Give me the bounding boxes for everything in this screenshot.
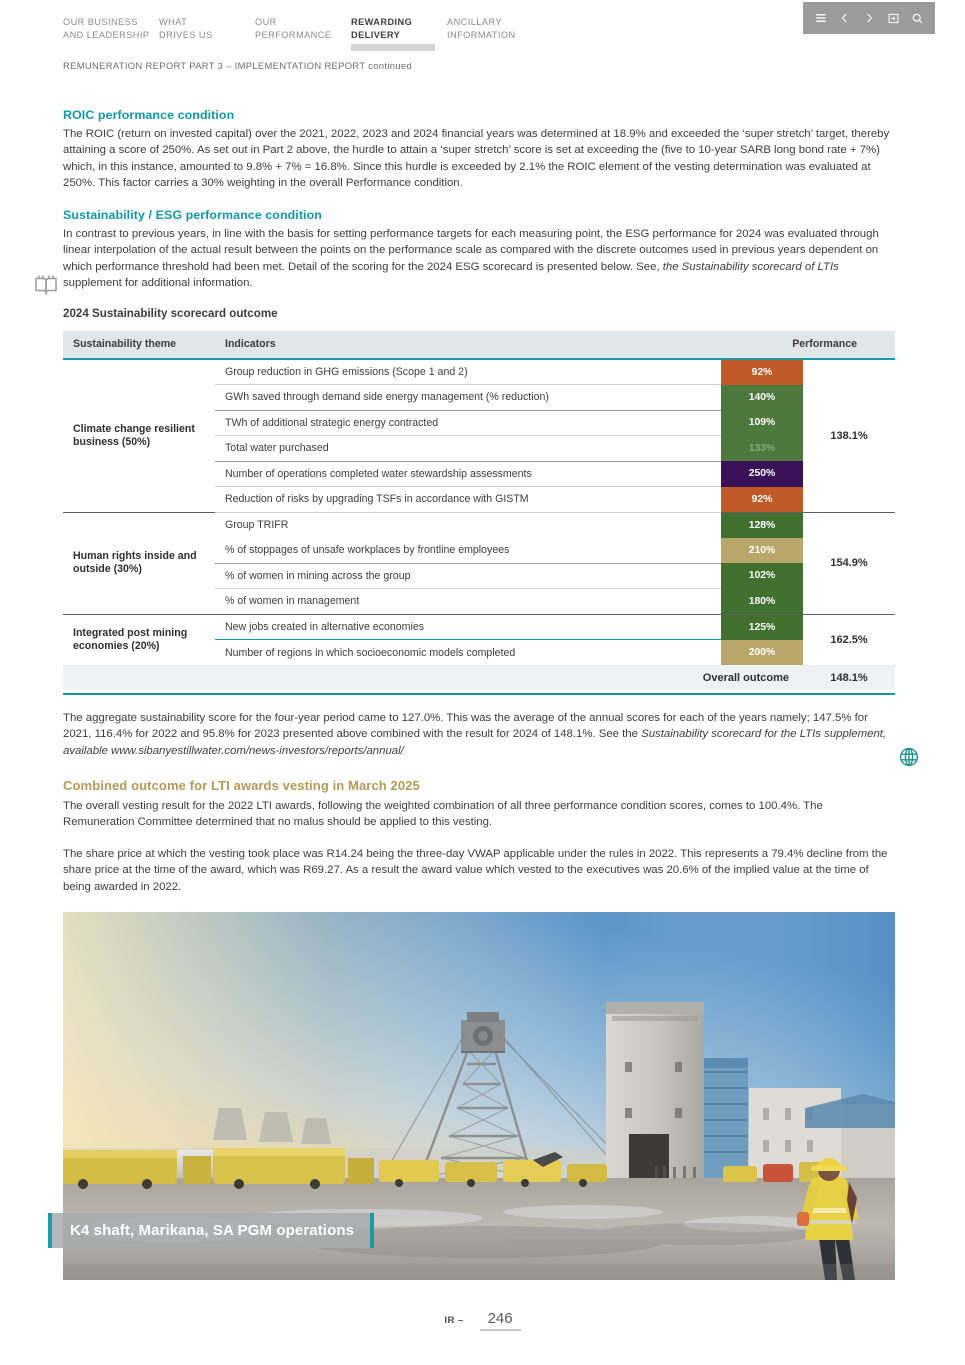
nav-label-line2: PERFORMANCE xyxy=(255,30,332,40)
col-header-performance: Performance xyxy=(721,331,895,359)
prev-arrow-icon[interactable] xyxy=(835,8,855,28)
roic-heading: ROIC performance condition xyxy=(63,108,235,122)
table-row xyxy=(63,359,895,385)
nav-item-our-business[interactable] xyxy=(63,16,159,51)
nav-item-rewarding-delivery[interactable] xyxy=(351,16,447,51)
nav-label-line2: DRIVES US xyxy=(159,30,213,40)
nav-label-line2: DELIVERY xyxy=(351,30,401,40)
indicator-cell: Reduction of risks by upgrading TSFs in accordance with GISTM xyxy=(215,487,721,513)
menu-icon[interactable] xyxy=(811,8,831,28)
indicator-cell: New jobs created in alternative economies xyxy=(215,614,721,640)
nav-item-what-drives-us[interactable] xyxy=(159,16,255,51)
performance-value: 180% xyxy=(721,589,803,615)
performance-value: 109% xyxy=(721,410,803,436)
page-footer xyxy=(0,1310,965,1331)
overall-outcome-value: 148.1% xyxy=(803,665,895,690)
performance-value: 250% xyxy=(721,461,803,487)
nav-item-ancillary-information[interactable] xyxy=(447,16,543,51)
indicator-cell: % of women in management xyxy=(225,595,360,608)
performance-value: 133% xyxy=(721,436,803,462)
combined-outcome-heading: Combined outcome for LTI awards vesting in March 2025 xyxy=(63,778,420,793)
nav-label-line2: AND LEADERSHIP xyxy=(63,30,150,40)
esg-paragraph-italic: the Sustainability scorecard of LTIs xyxy=(662,260,839,273)
table-bottom-rule xyxy=(63,693,895,695)
indicator-cell: Total water purchased xyxy=(215,436,721,462)
group-score-post-mining: 162.5% xyxy=(830,633,868,646)
nav-item-our-performance[interactable] xyxy=(255,16,351,51)
performance-value: 125% xyxy=(721,614,803,640)
nav-label-line1: ANCILLARY xyxy=(447,17,502,27)
sustainability-scorecard-table xyxy=(63,331,895,690)
esg-heading: Sustainability / ESG performance condition xyxy=(63,208,322,222)
aggregate-part1: The aggregate sustainability score for the four-year period came to 127.0%. This was the average of the annual scores for each of the years namely; 147.5% for 2021, 116.4% for 2022 and 95.8% for 2023 presented above combined with the result for 2024 of 148.1%. See the xyxy=(63,712,868,741)
theme-cell-climate: Climate change resilient business (50%) xyxy=(73,422,195,448)
combined-paragraph-1: The overall vesting result for the 2022 LTI awards, following the weighted combination of all three performance condition scores, comes to 100.4%. The Remuneration Committee determined that no malus should be applied to this vesting. xyxy=(63,800,823,829)
aggregate-paragraph xyxy=(63,710,895,759)
nav-label-line2: INFORMATION xyxy=(447,30,516,40)
overall-outcome-row xyxy=(63,665,895,690)
esg-paragraph-part1: In contrast to previous years, in line with the basis for setting performance targets for each measuring point, the ESG performance for 2024 was evaluated through linear interpolation of the actual result between the points on the performance scale as compared with the discrete outcomes used in previous years dependent on which performance threshold had been met. Detail of the scoring for the 2024 ESG scorecard is presented below. See, xyxy=(63,228,879,273)
nav-label-line1: OUR xyxy=(255,17,277,27)
page-view-icon[interactable] xyxy=(883,8,903,28)
viewer-toolbar[interactable] xyxy=(803,2,935,34)
roic-paragraph: The ROIC (return on invested capital) over the 2021, 2022, 2023 and 2024 financial years was determined at 18.9% and exceeded the ‘super stretch’ target, thereby attaining a score of 250%. As set out in Part 2 above, the hurdle to attain a ‘super stretch’ score is set at exceeding the (five to 10-year SARB long bond rate + 7%) which, in this instance, amounted to 9.8% + 7% = 16.8%. Since this hurdle is exceeded by 2.1% the ROIC element of the vesting determination was evaluated at 250%. This factor carries a 30% weighting in the overall Performance condition. xyxy=(63,128,890,189)
theme-cell-human-rights: Human rights inside and outside (30%) xyxy=(63,512,215,614)
running-head-text: REMUNERATION REPORT PART 3 – IMPLEMENTATION REPORT xyxy=(63,60,369,71)
combined-paragraph-2: The share price at which the vesting took place was R14.24 being the three-day VWAP applicable under the rules in 2022. This represents a 79.4% decline from the share price at the time of the award, which was R69.27. As a result the award value which vested to the executives was 20.6% of the implied value at the time of being awarded in 2022. xyxy=(63,848,888,893)
performance-value: 200% xyxy=(721,640,803,666)
esg-paragraph-part2: supplement for additional information. xyxy=(63,276,253,289)
running-head-continued: continued xyxy=(368,60,413,71)
footer-report-prefix: IR – xyxy=(444,1315,464,1326)
performance-value: 140% xyxy=(721,385,803,411)
photo-caption-text: K4 shaft, Marikana, SA PGM operations xyxy=(70,1222,355,1239)
overall-spacer xyxy=(63,665,215,690)
esg-paragraph xyxy=(63,226,895,291)
table-row xyxy=(63,614,895,640)
table-header-row xyxy=(63,331,895,359)
theme-cell-post-mining: Integrated post mining economies (20%) xyxy=(73,626,188,652)
col-header-indicators: Indicators xyxy=(215,331,721,359)
section-nav[interactable] xyxy=(63,16,543,51)
photo-caption xyxy=(48,1213,374,1248)
next-arrow-icon[interactable] xyxy=(859,8,879,28)
performance-value: 92% xyxy=(721,487,803,513)
col-header-theme: Sustainability theme xyxy=(63,331,215,359)
book-reference-icon[interactable] xyxy=(33,272,59,298)
indicator-cell: Number of operations completed water stewardship assessments xyxy=(215,461,721,487)
indicator-cell: GWh saved through demand side energy management (% reduction) xyxy=(215,385,721,411)
footer-page-number: 246 xyxy=(480,1310,521,1331)
performance-value: 128% xyxy=(721,512,803,538)
globe-web-link-icon[interactable] xyxy=(896,744,922,770)
indicator-cell: % of stoppages of unsafe workplaces by frontline employees xyxy=(215,538,721,564)
performance-value: 210% xyxy=(721,538,803,564)
indicator-cell: Group reduction in GHG emissions (Scope 1 and 2) xyxy=(215,359,721,385)
overall-outcome-label: Overall outcome xyxy=(215,665,803,690)
nav-label-line1: OUR BUSINESS xyxy=(63,17,138,27)
group-score-climate: 138.1% xyxy=(830,429,868,442)
indicator-cell: TWh of additional strategic energy contracted xyxy=(215,410,721,436)
indicator-cell: Group TRIFR xyxy=(225,519,289,531)
aggregate-part2: available www.sibanyestillwater.com/news-investors/reports/annual/ xyxy=(63,744,404,757)
table-row xyxy=(63,512,895,538)
running-head xyxy=(63,60,412,71)
nav-label-line1: WHAT xyxy=(159,17,188,27)
nav-label-line1: REWARDING xyxy=(351,17,413,27)
search-icon[interactable] xyxy=(907,8,927,28)
indicator-cell: % of women in mining across the group xyxy=(215,563,721,589)
group-score-human-rights: 154.9% xyxy=(803,512,895,614)
indicator-cell: Number of regions in which socioeconomic models completed xyxy=(225,646,516,659)
aggregate-italic: Sustainability scorecard for the LTIs supplement, xyxy=(641,728,887,741)
performance-value: 92% xyxy=(721,359,803,385)
performance-value: 102% xyxy=(721,563,803,589)
scorecard-title: 2024 Sustainability scorecard outcome xyxy=(63,307,278,320)
